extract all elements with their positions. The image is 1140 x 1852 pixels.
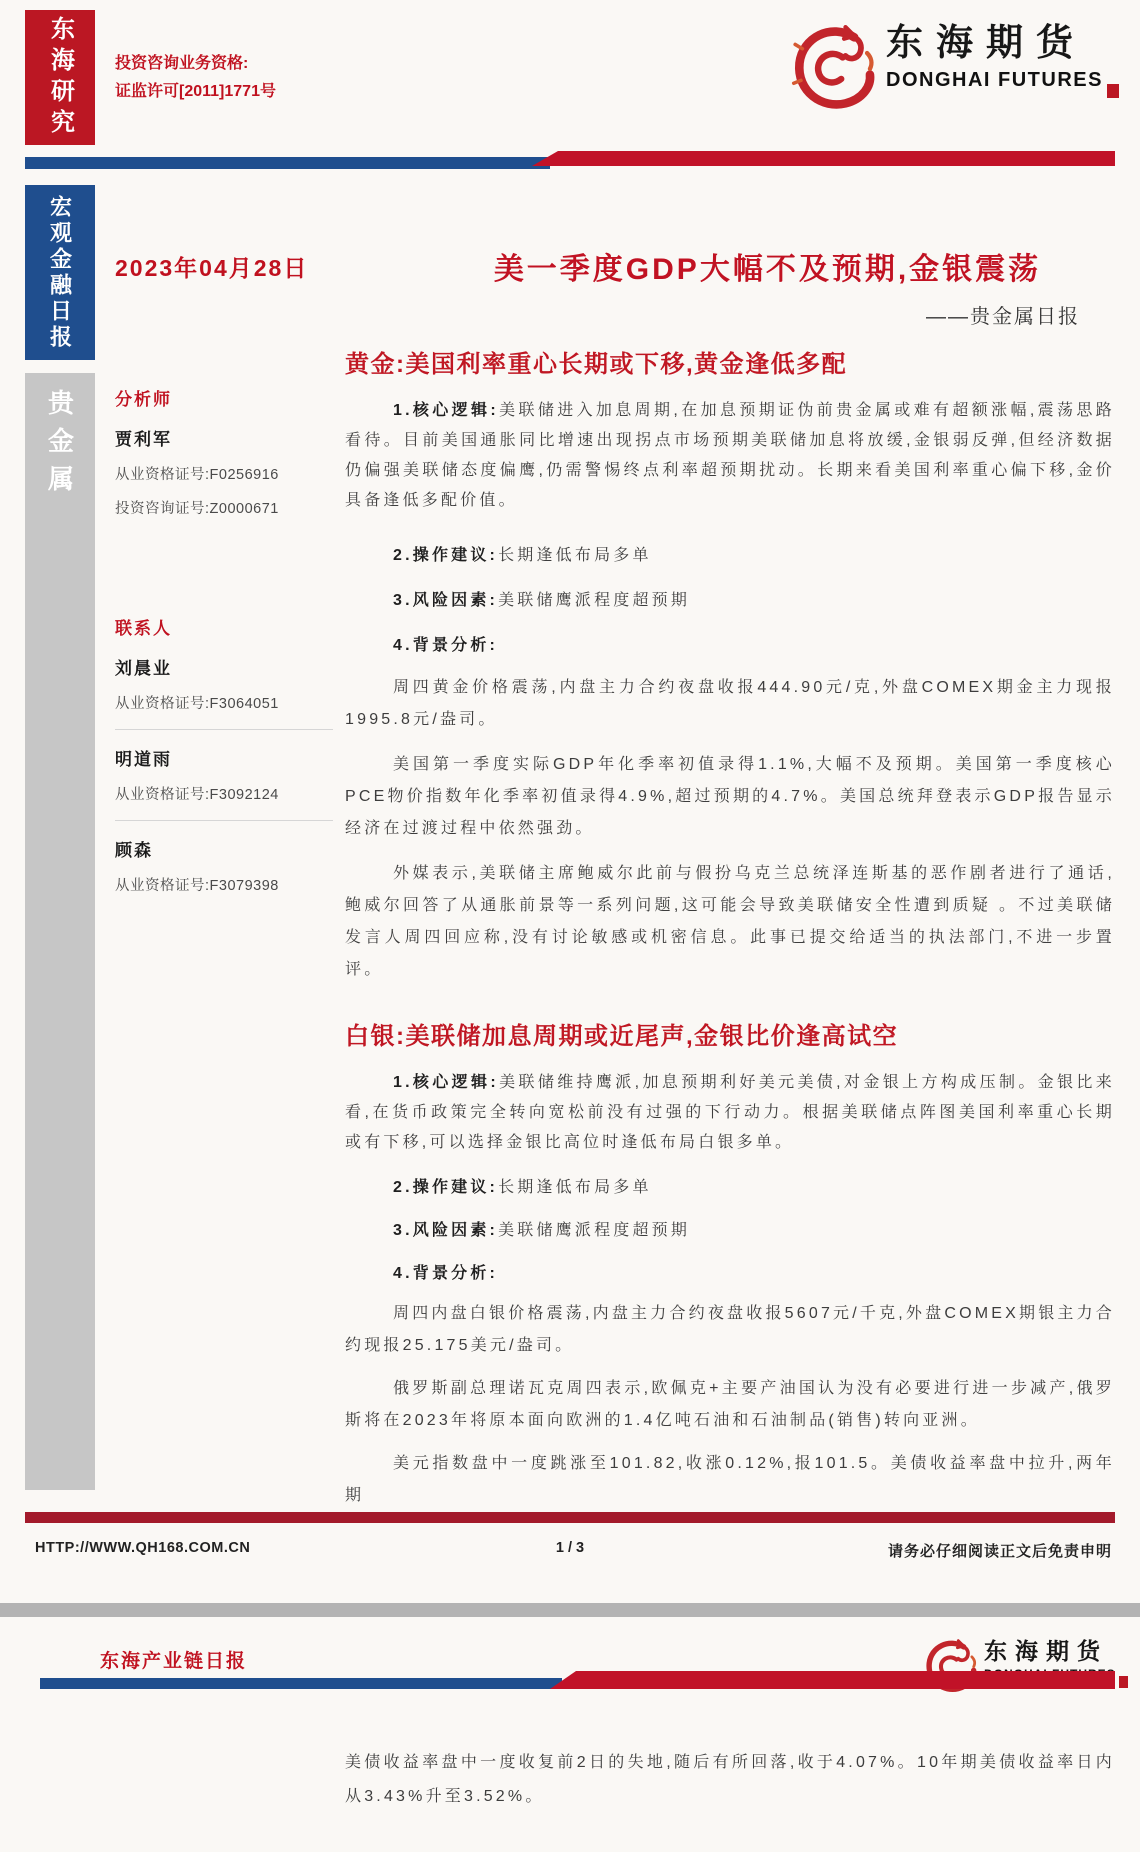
logo-cn-text: 东海期货 bbox=[886, 22, 1086, 63]
silver-background-paragraph: 美元指数盘中一度跳涨至101.82,收涨0.12%,报101.5。美债收益率盘中拉升,两年期 bbox=[345, 1455, 1115, 1504]
qualification-block bbox=[115, 50, 276, 106]
footer-bar bbox=[25, 1512, 1115, 1523]
footer-url: HTTP://WWW.QH168.COM.CN bbox=[35, 1540, 251, 1556]
sidebar-report-type-label: 宏观金融日报 bbox=[47, 194, 73, 351]
logo-red-square-icon bbox=[1119, 1676, 1128, 1688]
logo-cn-text: 东海期货 bbox=[984, 1638, 1108, 1664]
qualification-line1: 投资咨询业务资格: bbox=[115, 55, 249, 72]
gold-background-paragraph: 周四黄金价格震荡,内盘主力合约夜盘收报444.90元/克,外盘COMEX期金主力现报1995.8元/盎司。 bbox=[345, 679, 1115, 728]
page2-header-bar-red bbox=[550, 1671, 1115, 1689]
divider bbox=[115, 820, 333, 821]
research-badge bbox=[25, 10, 95, 145]
gold-section-heading: 黄金:美国利率重心长期或下移,黄金逢低多配 bbox=[345, 351, 848, 378]
report-title: 美一季度GDP大幅不及预期,金银震荡 bbox=[493, 253, 1042, 286]
contact-name: 刘晨业 bbox=[115, 659, 172, 678]
silver-background-label bbox=[345, 1258, 1115, 1290]
header-bar-blue bbox=[25, 157, 550, 169]
silver-background-paragraph: 周四内盘白银价格震荡,内盘主力合约夜盘收报5607元/千克,外盘COMEX期银主力合约现报25.175美元/盎司。 bbox=[345, 1305, 1116, 1354]
item-text: 美联储鹰派程度超预期 bbox=[498, 592, 691, 609]
item-label: 1.核心逻辑: bbox=[393, 1074, 499, 1091]
logo-red-square-icon bbox=[1107, 84, 1119, 98]
item-text: 美联储鹰派程度超预期 bbox=[498, 1222, 691, 1239]
item-label: 2.操作建议: bbox=[393, 547, 499, 564]
header-bar-red bbox=[532, 151, 1115, 166]
qualification-line2: 证监许可[2011]1771号 bbox=[115, 83, 276, 100]
research-badge-label: 东海研究 bbox=[46, 15, 74, 140]
item-text: 长期逢低布局多单 bbox=[498, 1179, 652, 1196]
sidebar-report-type bbox=[25, 185, 95, 360]
contact-cert: 从业资格证号:F3092124 bbox=[115, 787, 279, 803]
gold-background-label bbox=[345, 630, 1115, 662]
company-logo bbox=[788, 20, 1103, 112]
contact-name: 明道雨 bbox=[115, 750, 172, 769]
silver-core-logic bbox=[345, 1068, 1115, 1158]
footer-page-number: 1 / 3 bbox=[555, 1540, 585, 1556]
item-label: 4.背景分析: bbox=[393, 1265, 499, 1282]
page2-header-title: 东海产业链日报 bbox=[100, 1651, 248, 1672]
logo-en-text: DONGHAI FUTURES bbox=[886, 69, 1103, 91]
gold-risk bbox=[345, 585, 1115, 617]
analyst-cert2: 投资咨询证号:Z0000671 bbox=[115, 501, 279, 517]
contacts-heading: 联系人 bbox=[115, 619, 172, 638]
silver-risk bbox=[345, 1215, 1115, 1247]
contact-cert: 从业资格证号:F3079398 bbox=[115, 878, 279, 894]
page2-paragraph: 美债收益率盘中一度收复前2日的失地,随后有所回落,收于4.07%。10年期美债收益率日内从3.43%升至3.52%。 bbox=[345, 1754, 1115, 1805]
item-label: 3.风险因素: bbox=[393, 1222, 499, 1239]
analyst-cert1: 从业资格证号:F0256916 bbox=[115, 467, 279, 483]
contact-item bbox=[115, 836, 333, 895]
item-label: 3.风险因素: bbox=[393, 592, 499, 609]
divider bbox=[115, 729, 333, 730]
contact-name: 顾森 bbox=[115, 841, 153, 860]
silver-advice bbox=[345, 1172, 1115, 1204]
item-label: 1.核心逻辑: bbox=[393, 402, 499, 419]
sidebar-category bbox=[25, 373, 95, 1490]
analyst-panel bbox=[115, 385, 333, 895]
sidebar-category-label: 贵金属 bbox=[44, 389, 75, 503]
gold-core-logic bbox=[345, 396, 1115, 516]
report-subtitle: ——贵金属日报 bbox=[926, 306, 1080, 328]
item-text: 美联储进入加息周期,在加息预期证伪前贵金属或难有超额涨幅,震荡思路看待。目前美国通胀同比增速出现拐点市场预期美联储加息将放缓,金银弱反弹,但经济数据仍偏强美联储态度偏鹰,仍需警惕终点利率超预期扰动。长期来看美国利率重心偏下移,金价具备逢低多配价值。 bbox=[345, 402, 1115, 509]
item-text: 美联储维持鹰派,加息预期利好美元美债,对金银上方构成压制。金银比来看,在货币政策完全转向宽松前没有过强的下行动力。根据美联储点阵图美国利率重心长期或有下移,可以选择金银比高位时逢低布局白银多单。 bbox=[345, 1074, 1115, 1151]
item-label: 2.操作建议: bbox=[393, 1179, 499, 1196]
item-label: 4.背景分析: bbox=[393, 637, 499, 654]
contact-item bbox=[115, 654, 333, 713]
report-body bbox=[345, 350, 1115, 1512]
footer-disclaimer: 请务必仔细阅读正文后免责申明 bbox=[887, 1543, 1112, 1560]
page2-header-bar-blue bbox=[40, 1678, 562, 1689]
analyst-name: 贾利军 bbox=[115, 430, 172, 449]
gold-advice bbox=[345, 540, 1115, 572]
contact-item bbox=[115, 745, 333, 804]
item-text: 长期逢低布局多单 bbox=[498, 547, 652, 564]
report-date: 2023年04月28日 bbox=[115, 255, 309, 281]
gold-background-paragraph: 外媒表示,美联储主席鲍威尔此前与假扮乌克兰总统泽连斯基的恶作剧者进行了通话,鲍威尔回答了从通胀前景等一系列问题,这可能会导致美联储安全性遭到质疑 。不过美联储发言人周四回应称,没有讨论敏感或机密信息。此事已提交给适当的执法部门,不进一步置评。 bbox=[345, 865, 1115, 978]
silver-section-heading: 白银:美联储加息周期或近尾声,金银比价逢高试空 bbox=[345, 1023, 899, 1050]
contact-cert: 从业资格证号:F3064051 bbox=[115, 696, 279, 712]
gold-background-paragraph: 美国第一季度实际GDP年化季率初值录得1.1%,大幅不及预期。美国第一季度核心PCE物价指数年化季率初值录得4.9%,超过预期的4.7%。美国总统拜登表示GDP报告显示经济在过渡过程中依然强劲。 bbox=[345, 756, 1115, 837]
silver-background-paragraph: 俄罗斯副总理诺瓦克周四表示,欧佩克+主要产油国认为没有必要进行进一步减产,俄罗斯将在2023年将原本面向欧洲的1.4亿吨石油和石油制品(销售)转向亚洲。 bbox=[345, 1380, 1115, 1429]
dragon-logo-icon bbox=[788, 20, 880, 112]
analyst-heading: 分析师 bbox=[115, 390, 172, 409]
page-separator bbox=[0, 1603, 1140, 1617]
